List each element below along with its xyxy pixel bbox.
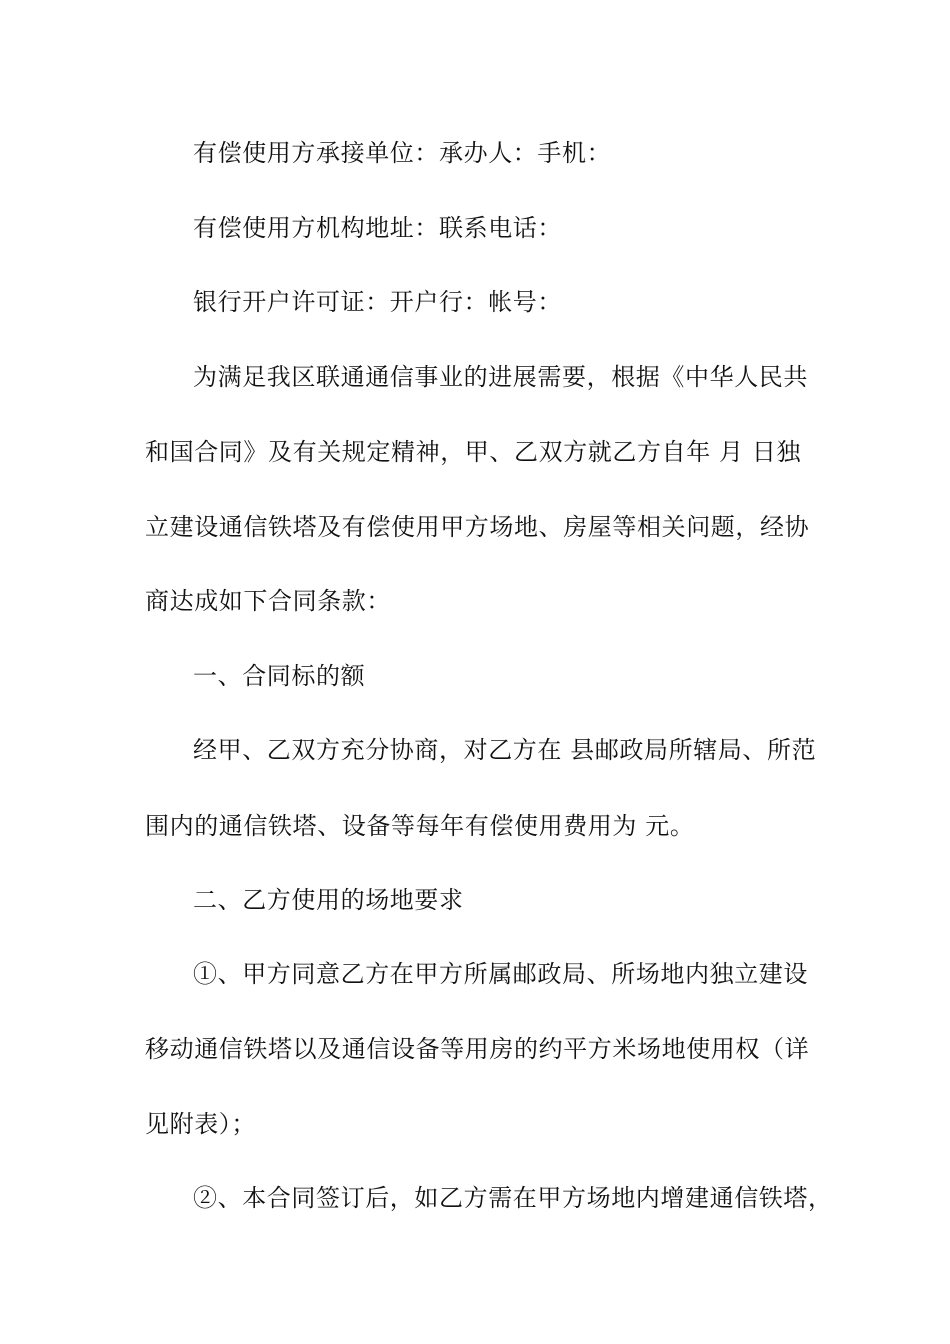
intro-paragraph-line-3: 立建设通信铁塔及有偿使用甲方场地、房屋等相关问题，经协 [145,513,810,541]
section-1-paragraph-line-2: 围内的通信铁塔、设备等每年有偿使用费用为 元。 [145,812,695,840]
bank-account-line: 银行开户许可证：开户行：帐号： [193,288,562,316]
intro-paragraph-line-2: 和国合同》及有关规定精神，甲、乙双方就乙方自年 月 日独 [145,438,802,466]
contract-party-address-line: 有偿使用方机构地址：联系电话： [193,214,562,242]
section-heading-2: 二、乙方使用的场地要求 [193,886,464,914]
section-1-paragraph-line-1: 经甲、乙双方充分协商，对乙方在 县邮政局所辖局、所范 [193,736,817,764]
clause-1-line-1: ①、甲方同意乙方在甲方所属邮政局、所场地内独立建设 [193,960,808,988]
intro-paragraph-line-1: 为满足我区联通通信事业的进展需要，根据《中华人民共 [193,363,808,391]
clause-2-line-1: ②、本合同签订后，如乙方需在甲方场地内增建通信铁塔， [193,1184,833,1212]
intro-paragraph-line-4: 商达成如下合同条款： [145,587,391,615]
section-heading-1: 一、合同标的额 [193,662,366,690]
clause-1-line-3: 见附表）； [145,1110,256,1138]
contract-party-unit-line: 有偿使用方承接单位：承办人：手机： [193,139,612,167]
clause-1-line-2: 移动通信铁塔以及通信设备等用房的约平方米场地使用权（详 [145,1035,810,1063]
